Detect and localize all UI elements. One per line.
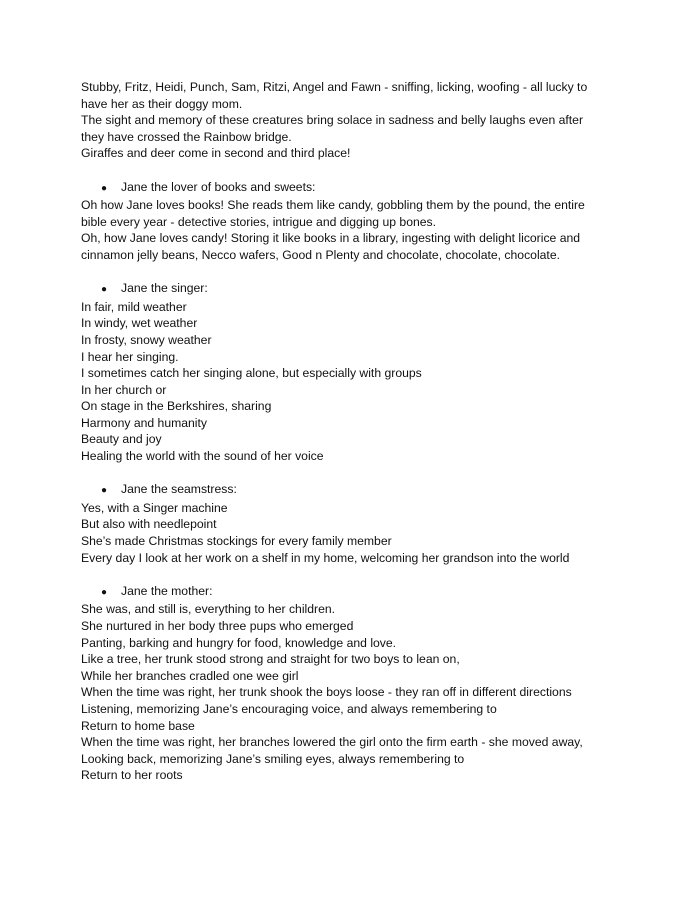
paragraph-spacer — [81, 162, 621, 179]
section-line: Panting, barking and hungry for food, knowledge and love. — [81, 635, 397, 650]
section-line: But also with needlepoint — [81, 517, 217, 532]
section-heading-singer — [81, 280, 621, 299]
section-line: She was, and still is, everything to her children. — [81, 602, 336, 617]
section-heading-text: Jane the mother: — [121, 583, 213, 598]
section-line: Oh, how Jane loves candy! Storing it like books in a library, ingesting with delight licorice and — [81, 231, 581, 246]
section-line: Every day I look at her work on a shelf in my home, welcoming her grandson into the world — [81, 550, 570, 565]
section-line: On stage in the Berkshires, sharing — [81, 399, 272, 414]
paragraph-spacer — [81, 566, 621, 583]
paragraph-spacer — [81, 264, 621, 281]
section-heading-seamstress — [81, 481, 621, 500]
poem-body — [81, 79, 621, 784]
bullet-icon: ● — [101, 182, 108, 194]
bullet-icon: ● — [101, 485, 108, 497]
section-line: cinnamon jelly beans, Necco wafers, Good n Plenty and chocolate, chocolate, chocolate. — [81, 247, 560, 262]
section-line: Like a tree, her trunk stood strong and straight for two boys to lean on, — [81, 652, 460, 667]
section-heading-books-sweets — [81, 179, 621, 198]
intro-line: The sight and memory of these creatures bring solace in sadness and belly laughs even after — [81, 113, 584, 128]
section-heading-mother — [81, 583, 621, 602]
intro-line: Stubby, Fritz, Heidi, Punch, Sam, Ritzi, Angel and Fawn - sniffing, licking, woofing - all lucky to — [81, 80, 588, 94]
bullet-icon: ● — [101, 586, 108, 598]
intro-line: they have crossed the Rainbow bridge. — [81, 129, 292, 144]
section-line: In fair, mild weather — [81, 299, 187, 314]
section-line: I hear her singing. — [81, 349, 179, 364]
paragraph-spacer — [81, 465, 621, 482]
bullet-icon: ● — [101, 284, 108, 296]
section-line: Listening, memorizing Jane’s encouraging voice, and always remembering to — [81, 701, 497, 716]
section-line: I sometimes catch her singing alone, but especially with groups — [81, 366, 422, 381]
section-line: Oh how Jane loves books! She reads them like candy, gobbling them by the pound, the entire — [81, 198, 585, 213]
section-line: Harmony and humanity — [81, 415, 207, 430]
section-line: While her branches cradled one wee girl — [81, 668, 299, 683]
section-line: Beauty and joy — [81, 432, 162, 447]
intro-line: have her as their doggy mom. — [81, 96, 243, 111]
section-line: When the time was right, her branches lowered the girl onto the firm earth - she moved away, — [81, 735, 583, 750]
section-line: Return to home base — [81, 718, 195, 733]
section-line: In frosty, snowy weather — [81, 332, 212, 347]
section-line: Healing the world with the sound of her voice — [81, 449, 324, 464]
section-line: Looking back, memorizing Jane’s smiling eyes, always remembering to — [81, 751, 465, 766]
section-line: In windy, wet weather — [81, 316, 198, 331]
section-heading-text: Jane the lover of books and sweets: — [121, 179, 316, 194]
section-heading-text: Jane the singer: — [121, 281, 208, 296]
section-line: She nurtured in her body three pups who emerged — [81, 619, 354, 633]
section-line: In her church or — [81, 382, 167, 397]
intro-line: Giraffes and deer come in second and third place! — [81, 146, 351, 161]
section-line: Yes, with a Singer machine — [81, 500, 228, 515]
section-line: Return to her roots — [81, 768, 183, 783]
section-line: bible every year - detective stories, intrigue and digging up bones. — [81, 214, 437, 229]
section-line: When the time was right, her trunk shook the boys loose - they ran off in different directions — [81, 685, 572, 700]
section-heading-text: Jane the seamstress: — [121, 482, 237, 497]
section-line: She’s made Christmas stockings for every family member — [81, 534, 392, 549]
